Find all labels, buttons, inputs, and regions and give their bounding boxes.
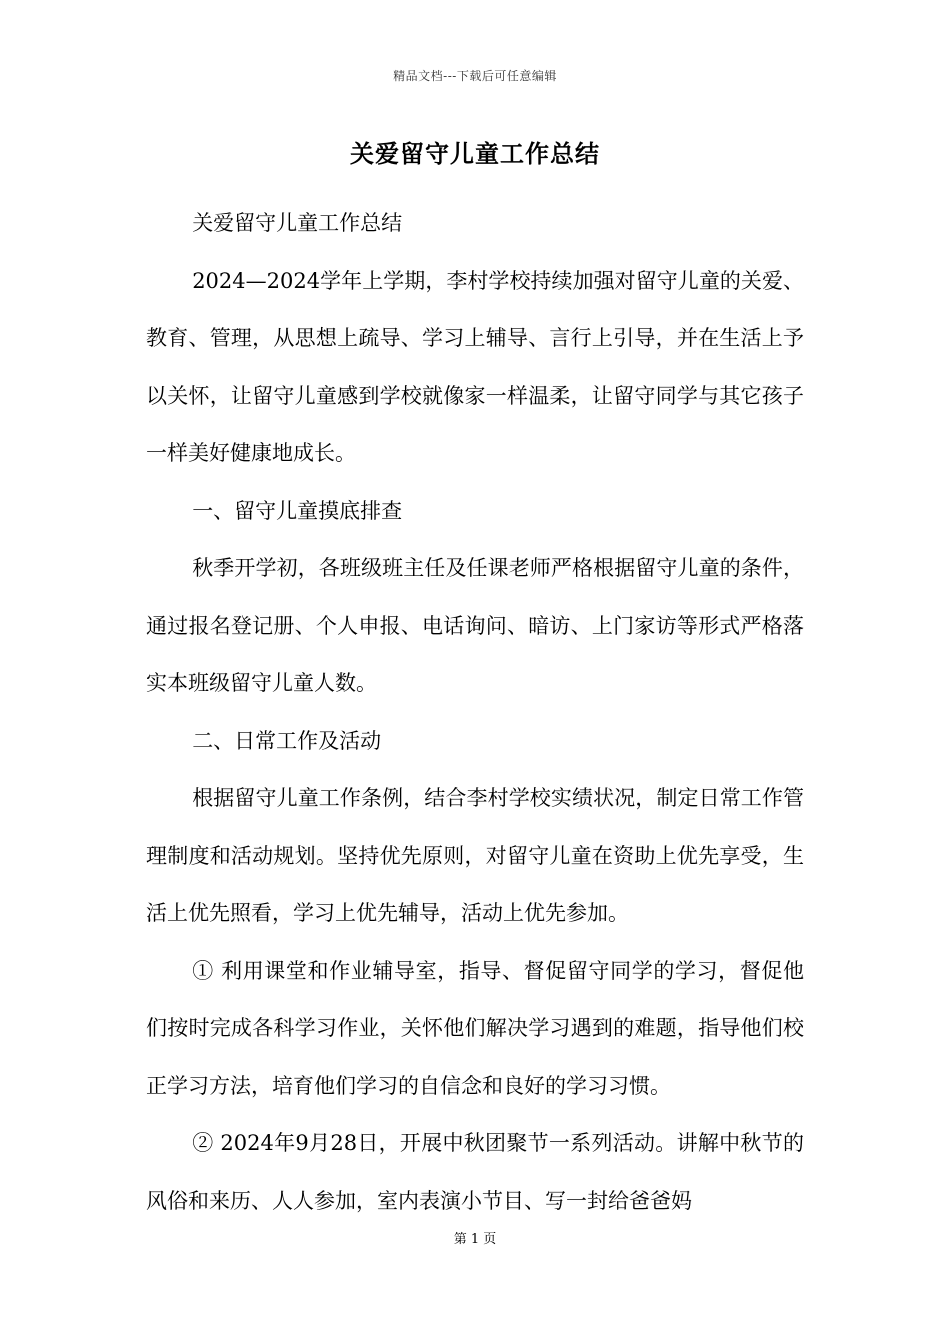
document-body (146, 195, 804, 1230)
section-heading-1: 一、留守儿童摸底排查 (192, 498, 403, 523)
document-title: 关爱留守儿童工作总结 (350, 139, 600, 168)
subtitle-paragraph: 关爱留守儿童工作总结 (192, 211, 403, 235)
list-item-2: ② 2024年9月28日，开展中秋团聚节一系列活动。讲解中秋节的风俗和来历、人人参加，室内表演小节目、写一封给爸爸妈 (146, 1131, 804, 1213)
list-item-1: ① 利用课堂和作业辅导室，指导、督促留守同学的学习，督促他们按时完成各科学习作业，关怀他们解决学习遇到的难题，指导他们校正学习方法，培育他们学习的自信念和良好的学习习惯。 (146, 958, 804, 1098)
section-heading-2: 二、日常工作及活动 (192, 728, 382, 753)
page-number: 第 1 页 (453, 1232, 497, 1247)
section-2-paragraph: 根据留守儿童工作条例，结合李村学校实绩状况，制定日常工作管理制度和活动规划。坚持优先原则，对留守儿童在资助上优先享受，生活上优先照看，学习上优先辅导，活动上优先参加。 (146, 786, 804, 925)
intro-paragraph: 2024—2024学年上学期，李村学校持续加强对留守儿童的关爱、教育、管理，从思想上疏导、学习上辅导、言行上引导，并在生活上予以关怀，让留守儿童感到学校就像家一样温柔，让留守同学与其它孩子一样美好健康地成长。 (146, 268, 804, 465)
section-1-paragraph: 秋季开学初，各班级班主任及任课老师严格根据留守儿童的条件，通过报名登记册、个人申报、电话询问、暗访、上门家访等形式严格落实本班级留守儿童人数。 (146, 556, 804, 695)
header-note: 精品文档---下载后可任意编辑 (393, 69, 557, 83)
